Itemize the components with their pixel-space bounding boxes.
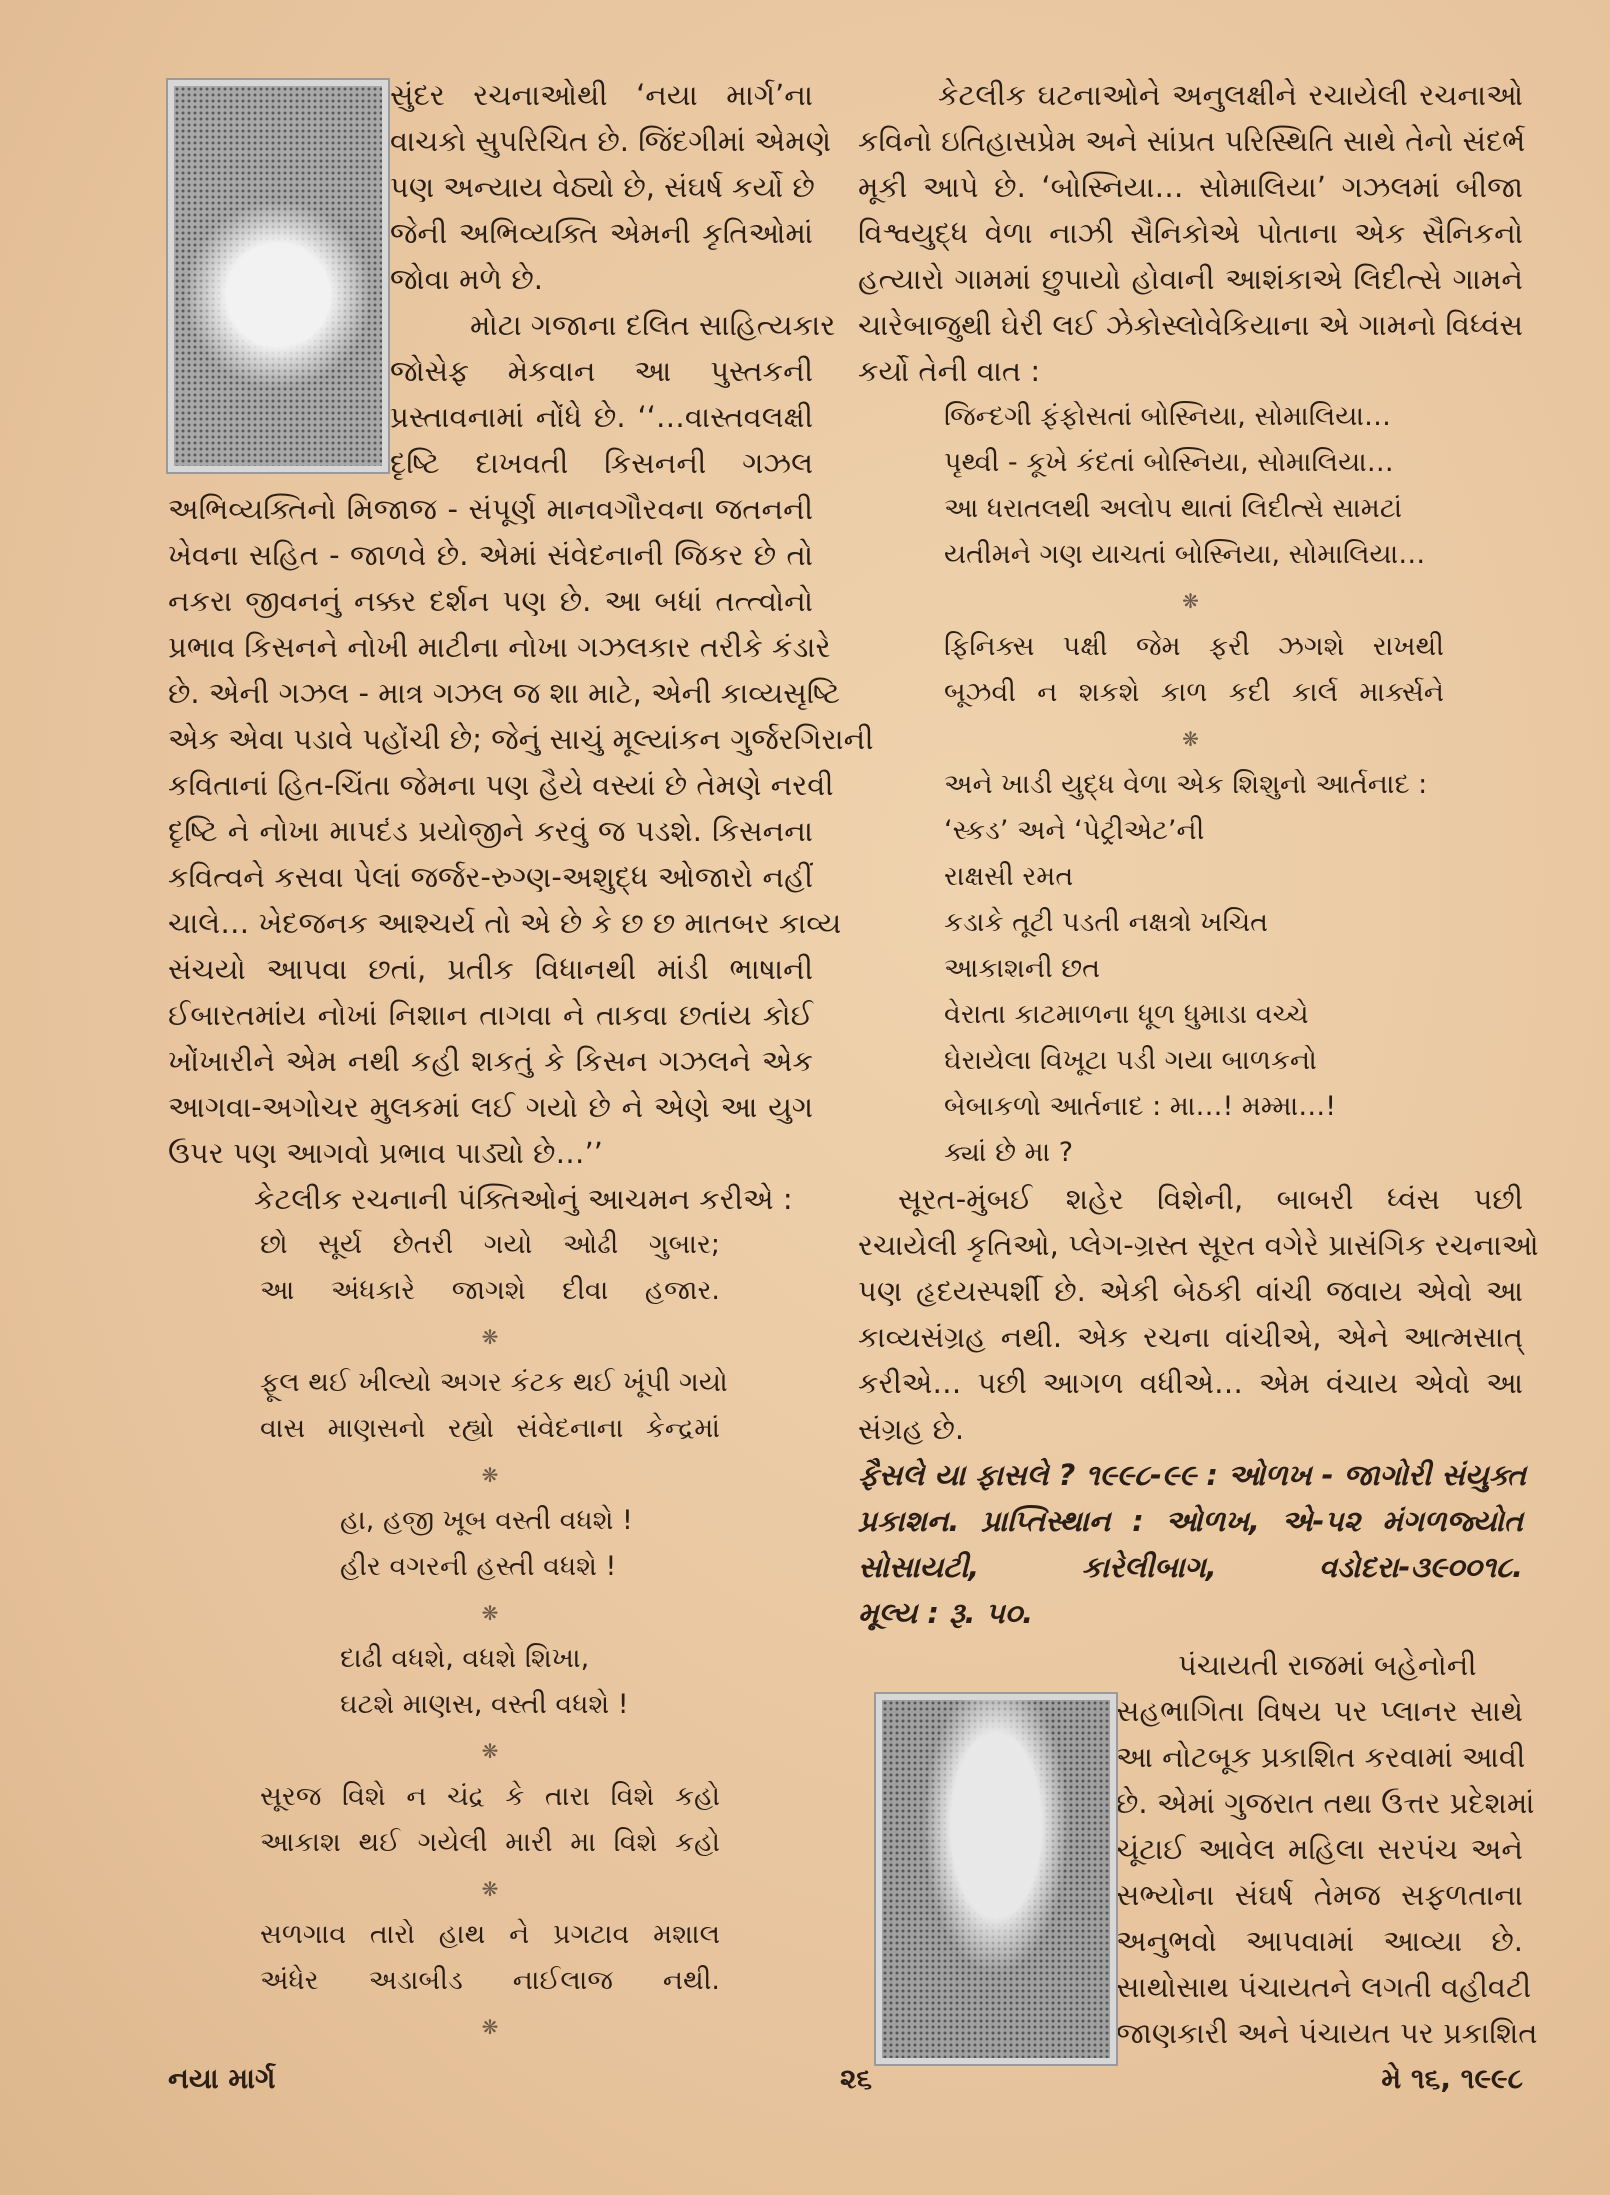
separator-star: ❋	[481, 1325, 499, 1349]
paragraph-line: જોસેફ મેકવાન આ પુસ્તકની	[390, 354, 813, 388]
verse-line: દાઢી વધશે, વધશે શિખા,	[340, 1643, 590, 1674]
paragraph-line: ચાલે… ખેદજનક આશ્ચર્ય તો એ છે કે છ છ માતબર કાવ્ય	[168, 906, 842, 940]
separator-star: ❋	[481, 1739, 499, 1763]
paragraph-line: કવિતાનાં હિત-ચિંતા જેમના પણ હૈયે વસ્યાં છે તેમણે નરવી	[168, 768, 834, 802]
citation-line: મૂલ્ય : રૂ. ૫૦.	[858, 1596, 1034, 1630]
paragraph-line: છે. એમાં ગુજરાત તથા ઉત્તર પ્રદેશમાં	[1116, 1786, 1535, 1820]
verse-line: ફિનિક્સ પક્ષી જેમ ફરી ઝગશે રાખથી	[944, 631, 1444, 662]
paragraph-line: પણ હૃદયસ્પર્શી છે. એકી બેઠકી વાંચી જવાય એવો આ	[858, 1274, 1523, 1308]
paragraph-line: હત્યારો ગામમાં છુપાયો હોવાની આશંકાએ લિદીત્સે ગામને	[858, 262, 1523, 296]
paragraph-line: રચાયેલી કૃતિઓ, પ્લેગ-ગ્રસ્ત સૂરત વગેરે પ્રાસંગિક રચનાઓ	[858, 1228, 1539, 1262]
notebook-cover-image	[876, 1694, 1116, 2064]
verse-line: બેબાકળો આર્તનાદ : મા…! મમ્મા…!	[944, 1091, 1337, 1122]
paragraph-line: ચૂંટાઈ આવેલ મહિલા સરપંચ અને	[1116, 1832, 1523, 1866]
verse-line: આ અંધકારે જાગશે દીવા હજાર.	[260, 1275, 720, 1306]
paragraph-line: ઈબારતમાંય નોખાં નિશાન તાગવા ને તાકવા છતાંય કોઈ	[168, 998, 813, 1032]
separator-star: ❋	[481, 1601, 499, 1625]
paragraph-line: ખેવના સહિત - જાળવે છે. એમાં સંવેદનાની જિકર છે તો	[168, 538, 813, 572]
separator-star: ❋	[481, 2015, 499, 2039]
paragraph-line: મૂકી આપે છે. ‘બોસ્નિયા… સોમાલિયા’ ગઝલમાં બીજા	[858, 170, 1523, 204]
verse-line: અંધેર અડાબીડ નાઈલાજ નથી.	[260, 1965, 720, 1996]
verse-line: વેરાતા કાટમાળના ધૂળ ધુમાડા વચ્ચે	[944, 999, 1309, 1030]
paragraph-line: સંગ્રહ છે.	[858, 1412, 965, 1446]
paragraph-line: પણ અન્યાય વેઠ્યો છે, સંઘર્ષ કર્યો છે	[390, 170, 815, 204]
citation-line: સોસાયટી, કારેલીબાગ, વડોદરા-૩૯૦૦૧૮.	[858, 1550, 1523, 1584]
right-column	[858, 72, 1539, 2056]
para3-first-line: પંચાયતી રાજમાં બહેનોની	[1178, 1648, 1477, 1682]
verse-line: ઘટશે માણસ, વસ્તી વધશે !	[340, 1689, 629, 1720]
footer-page-number: ૨૬	[840, 2062, 873, 2095]
paragraph-line: જોવા મળે છે.	[390, 262, 544, 296]
verse-line: ક્યાં છે મા ?	[944, 1137, 1074, 1168]
verse-line: ‘સ્કડ’ અને ‘પેટ્રીએટ’ની	[944, 815, 1205, 846]
paragraph-line: મોટા ગજાના દલિત સાહિત્યકાર	[470, 308, 836, 342]
paragraph-line: સાથોસાથ પંચાયતને લગતી વહીવટી	[1116, 1970, 1532, 2004]
verse-line: સળગાવ તારો હાથ ને પ્રગટાવ મશાલ	[260, 1919, 720, 1950]
citation-line: ફૈસલે યા ફાસલે ? ૧૯૯૮-૯૯ : ઓળખ - જાગોરી સંયુક્ત	[858, 1458, 1527, 1492]
paragraph-line: સૂરત-મુંબઈ શહેર વિશેની, બાબરી ધ્વંસ પછી	[898, 1182, 1523, 1216]
paragraph-line: ઉપર પણ આગવો પ્રભાવ પાડ્યો છે…’’	[168, 1136, 603, 1170]
paragraph-line: કાવ્યસંગ્રહ નથી. એક રચના વાંચીએ, એને આત્મસાત્	[858, 1320, 1523, 1354]
verse-line: વાસ માણસનો રહ્યો સંવેદનાના કેન્દ્રમાં	[260, 1413, 720, 1444]
verse-line: આ ધરાતલથી અલોપ થાતાં લિદીત્સે સામટાં	[944, 493, 1403, 524]
paragraph-line: વાચકો સુપરિચિત છે. જિંદગીમાં એમણે	[390, 124, 832, 158]
paragraph-line: સભ્યોના સંઘર્ષ તેમજ સફળતાના	[1116, 1878, 1523, 1912]
book-cover-image	[168, 80, 388, 472]
paragraph-line: દૃષ્ટિ દાખવતી કિસનની ગઝલ	[390, 446, 813, 480]
verse-line: છો સૂર્ય છેતરી ગયો ઓઢી ગુબાર;	[260, 1229, 720, 1260]
paragraph-line: અભિવ્યક્તિનો મિજાજ - સંપૂર્ણ માનવગૌરવના જતનની	[168, 492, 813, 526]
paragraph-line: દૃષ્ટિ ને નોખા માપદંડ પ્રયોજીને કરવું જ પડશે. કિસનના	[168, 814, 813, 848]
paragraph-line: સહભાગિતા વિષય પર પ્લાનર સાથે	[1116, 1694, 1523, 1728]
verse-line: ઘેરાયેલા વિખૂટા પડી ગયા બાળકનો	[944, 1045, 1317, 1076]
paragraph-line: ખોંખારીને એમ નથી કહી શકતું કે કિસન ગઝલને એક	[168, 1044, 813, 1078]
paragraph-line: કરીએ… પછી આગળ વધીએ… એમ વંચાય એવો આ	[858, 1366, 1523, 1400]
separator-star: ❋	[481, 1463, 499, 1487]
citation-line: પ્રકાશન. પ્રાપ્તિસ્થાન : ઓળખ, એ-૫૨ મંગળજ્યોત	[858, 1504, 1523, 1538]
verse-line: કડાકે તૂટી પડતી નક્ષત્રો ખચિત	[944, 907, 1269, 938]
verse-line: રાક્ષસી રમત	[944, 861, 1074, 892]
left-column	[168, 72, 874, 2050]
paragraph-line: આ નોટબૂક પ્રકાશિત કરવામાં આવી	[1116, 1740, 1526, 1774]
page-footer	[168, 2062, 1523, 2102]
paragraph-line: સંચયો આપવા છતાં, પ્રતીક વિધાનથી માંડી ભાષાની	[168, 952, 813, 986]
paragraph-line: પ્રભાવ કિસનને નોખી માટીના નોખા ગઝલકાર તરીકે કંડારે	[168, 630, 831, 664]
verse-line: હા, હજી ખૂબ વસ્તી વધશે !	[340, 1505, 633, 1536]
verse-line: આકાશની છત	[944, 953, 1101, 984]
verse-line: આકાશ થઈ ગયેલી મારી મા વિશે કહો	[260, 1827, 720, 1858]
verse-line: પૃથ્વી - કૂખે કંદતાં બોસ્નિયા, સોમાલિયા…	[944, 447, 1394, 478]
paragraph-line: કવિનો ઇતિહાસપ્રેમ અને સાંપ્રત પરિસ્થિતિ સાથે તેનો સંદર્ભ	[858, 124, 1526, 158]
paragraph-line: આગવા-અગોચર મુલકમાં લઈ ગયો છે ને એણે આ યુગ	[168, 1090, 813, 1124]
verse-intro: કેટલીક રચનાની પંક્તિઓનું આચમન કરીએ :	[254, 1182, 793, 1216]
paragraph-line: અનુભવો આપવામાં આવ્યા છે.	[1116, 1924, 1523, 1958]
verse-line: ફૂલ થઈ ખીલ્યો અગર કંટક થઈ ખૂંપી ગયો	[260, 1367, 728, 1398]
paragraph-line: કવિત્વને કસવા પેલાં જર્જર-રુગ્ણ-અશુદ્ધ ઓજારો નહીં	[168, 860, 813, 894]
paragraph-line: જેની અભિવ્યક્તિ એમની કૃતિઓમાં	[390, 216, 813, 250]
verse-line: અને ખાડી યુદ્ધ વેળા એક શિશુનો આર્તનાદ :	[944, 769, 1428, 800]
paragraph-line: પ્રસ્તાવનામાં નોંધે છે. ‘‘…વાસ્તવલક્ષી	[390, 400, 813, 434]
verse-line: હીર વગરની હસ્તી વધશે !	[340, 1551, 617, 1582]
paragraph-line: જાણકારી અને પંચાયત પર પ્રકાશિત	[1116, 2016, 1538, 2050]
verse-line: જિન્દગી ફંફોસતાં બોસ્નિયા, સોમાલિયા…	[944, 401, 1391, 432]
paragraph-line: વિશ્વયુદ્ધ વેળા નાઝી સૈનિકોએ પોતાના એક સૈનિકનો	[858, 216, 1523, 250]
paragraph-line: છે. એની ગઝલ - માત્ર ગઝલ જ શા માટે, એની કાવ્યસૃષ્ટિ	[168, 676, 841, 710]
verse-line: બૂઝવી ન શકશે કાળ કદી કાર્લ માર્ક્સને	[944, 677, 1444, 708]
separator-star: ❋	[481, 1877, 499, 1901]
verse-line: સૂરજ વિશે ન ચંદ્ર કે તારા વિશે કહો	[260, 1781, 720, 1812]
paragraph-line: એક એવા પડાવે પહોંચી છે; જેનું સાચું મૂલ્યાંકન ગુર્જરગિરાની	[168, 722, 874, 756]
footer-publication: નયા માર્ગ	[168, 2062, 276, 2095]
separator-star: ❋	[1182, 727, 1199, 751]
paragraph-line: કર્યો તેની વાત :	[858, 354, 1041, 388]
paragraph-line: સુંદર રચનાઓથી ‘નયા માર્ગ’ના	[390, 78, 813, 112]
paragraph-line: કેટલીક ઘટનાઓને અનુલક્ષીને રચાયેલી રચનાઓ	[938, 78, 1523, 112]
verse-line: યતીમને ગણ યાચતાં બોસ્નિયા, સોમાલિયા…	[944, 539, 1426, 570]
paragraph-line: નકરા જીવનનું નક્કર દર્શન પણ છે. આ બધાં તત્ત્વોનો	[168, 584, 813, 618]
paragraph-line: ચારેબાજુથી ઘેરી લઈ ઝેકોસ્લોવેકિયાના એ ગામનો વિધ્વંસ	[858, 308, 1523, 342]
separator-star: ❋	[1182, 589, 1199, 613]
footer-date: મે ૧૬, ૧૯૯૮	[1381, 2062, 1523, 2095]
